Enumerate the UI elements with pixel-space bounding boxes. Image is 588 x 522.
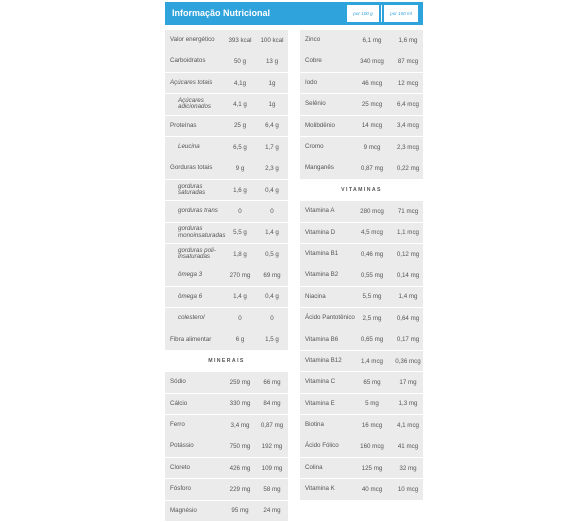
value-per-100ml: 6,4 g: [265, 122, 279, 130]
value-per-100g: 1,6 g: [233, 186, 247, 194]
nutrition-title: Informação Nutricional: [172, 8, 271, 18]
nutrient-row: [165, 94, 288, 115]
value-per-100g: 3,4 mg: [230, 421, 250, 429]
nutrient-name: Vitamina B12: [305, 356, 342, 364]
nutrient-row: [300, 351, 423, 372]
value-per-100ml: 2,3 mcg: [396, 143, 419, 151]
value-per-100ml: 0,64 mg: [396, 314, 420, 322]
per-100ml-label: por 100 ml: [384, 5, 418, 22]
nutrient-name: gorduras monoinsaturadas: [178, 225, 226, 239]
value-per-100ml: 0,14 mg: [396, 272, 420, 280]
nutrient-row: [300, 394, 423, 415]
nutrient-name: gorduras trans: [178, 207, 218, 215]
value-per-100g: 5 mg: [365, 400, 379, 408]
value-per-100ml: 66 mg: [263, 379, 281, 387]
value-per-100g: 0: [238, 207, 242, 215]
value-per-100g: 14 mcg: [361, 122, 383, 130]
value-per-100ml: 6,4 mcg: [396, 100, 419, 108]
value-per-100ml: 87 mcg: [397, 58, 419, 66]
value-per-100ml: 69 mg: [263, 272, 281, 280]
nutrient-name: Potássio: [170, 442, 194, 450]
nutrient-row: [165, 137, 288, 158]
section-heading: VITAMINAS: [300, 180, 423, 201]
value-per-100g: 125 mg: [361, 464, 383, 472]
nutrient-row: [165, 158, 288, 179]
value-per-100g: 0,65 mg: [360, 336, 384, 344]
nutrient-name: Vitamina A: [305, 207, 335, 215]
value-per-100ml: 4,1 mcg: [396, 421, 419, 429]
nutrient-name: Açúcares totais: [170, 78, 213, 86]
nutrient-name: Vitamina B1: [305, 249, 339, 257]
nutrient-row: [300, 479, 423, 500]
nutrient-row: [165, 116, 288, 137]
value-per-100g: 16 mcg: [361, 421, 383, 429]
nutrient-row: [165, 30, 288, 51]
nutrition-column-left: [165, 30, 288, 522]
nutrient-name: Ferro: [170, 421, 185, 429]
value-per-100ml: 1,1 mcg: [396, 229, 419, 237]
nutrient-name: Ácido Pantotênico: [305, 314, 355, 322]
nutrient-name: Molibdênio: [305, 121, 335, 129]
nutrient-name: Iodo: [305, 78, 318, 86]
nutrient-row: [300, 94, 423, 115]
nutrient-row: [300, 116, 423, 137]
nutrition-header: [165, 2, 423, 25]
nutrition-column-right: [300, 30, 423, 501]
nutrient-name: Ácido Fólico: [305, 442, 339, 450]
nutrient-row: [300, 415, 423, 436]
value-per-100g: 6 g: [235, 336, 245, 344]
value-per-100ml: 1g: [268, 100, 276, 108]
nutrient-row: [165, 372, 288, 393]
value-per-100ml: 10 mcg: [397, 486, 419, 493]
value-per-100ml: 0,4 g: [265, 293, 279, 301]
nutrient-name: colesterol: [178, 314, 205, 322]
value-per-100ml: 1,6 mg: [398, 36, 418, 44]
nutrient-name: Magnésio: [170, 506, 197, 514]
value-per-100g: 750 mg: [229, 443, 251, 451]
value-per-100ml: 32 mg: [399, 464, 417, 472]
value-per-100ml: 71 mcg: [397, 207, 419, 215]
nutrient-row: [300, 436, 423, 457]
value-per-100g: 6,5 g: [233, 143, 247, 151]
value-per-100g: 9 g: [235, 165, 245, 173]
value-per-100ml: 0,17 mg: [396, 336, 420, 344]
value-per-100g: 1,4 mcg: [360, 357, 383, 365]
value-per-100ml: 0,22 mg: [396, 165, 420, 173]
value-per-100g: 40 mcg: [361, 486, 383, 493]
nutrient-row: [165, 501, 288, 522]
nutrient-name: Leucina: [178, 143, 200, 150]
nutrient-row: [165, 244, 288, 265]
nutrient-row: [300, 372, 423, 393]
nutrient-row: [165, 458, 288, 479]
nutrient-row: [300, 30, 423, 51]
nutrient-name: Selênio: [305, 100, 326, 108]
value-per-100g: 0,87 mg: [360, 165, 384, 173]
value-per-100g: 280 mcg: [360, 207, 384, 215]
nutrient-name: Zinco: [305, 36, 321, 44]
nutrient-name: ômega 3: [178, 271, 203, 279]
nutrient-row: [165, 287, 288, 308]
nutrient-row: [165, 73, 288, 94]
value-per-100g: 4,1 g: [233, 100, 247, 108]
value-per-100g: 4,1g: [233, 79, 247, 87]
nutrient-row: [165, 223, 288, 244]
nutrient-name: Vitamina B6: [305, 335, 339, 343]
value-per-100g: 25 mcg: [361, 100, 383, 108]
value-per-100ml: 17 mg: [399, 379, 417, 387]
value-per-100g: 1,4 g: [233, 293, 247, 301]
nutrient-row: [165, 265, 288, 286]
nutrient-row: [165, 415, 288, 436]
nutrient-row: [300, 329, 423, 350]
nutrient-name: Biotina: [305, 421, 324, 429]
nutrient-row: [300, 287, 423, 308]
value-per-100g: 2,5 mg: [362, 314, 382, 322]
value-per-100g: 340 mcg: [360, 58, 384, 66]
value-per-100g: 270 mg: [229, 272, 251, 280]
value-per-100g: 0,46 mg: [360, 250, 384, 258]
nutrient-name: Vitamina C: [305, 378, 336, 386]
nutrient-name: Vitamina B2: [305, 271, 339, 279]
nutrient-row: [165, 329, 288, 350]
nutrient-name: Manganês: [305, 164, 334, 172]
section-heading: MINERAIS: [165, 351, 288, 372]
nutrient-name: Vitamina K: [305, 485, 335, 493]
value-per-100ml: 0: [270, 207, 274, 215]
value-per-100ml: 0,12 mg: [396, 250, 420, 258]
nutrient-name: Vitamina E: [305, 399, 335, 407]
nutrient-row: [165, 479, 288, 500]
nutrient-row: [300, 51, 423, 72]
nutrient-name: Colina: [305, 463, 323, 471]
value-per-100ml: 1,4 g: [265, 229, 279, 237]
value-per-100ml: 84 mg: [263, 400, 281, 408]
nutrient-row: [300, 244, 423, 265]
value-per-100ml: 0: [270, 314, 274, 322]
nutrient-name: Cloreto: [170, 463, 190, 471]
value-per-100g: 95 mg: [231, 507, 249, 515]
nutrient-name: Fibra alimentar: [170, 335, 212, 343]
nutrient-row: [300, 265, 423, 286]
per-100g-label: por 100 g: [347, 5, 379, 22]
value-per-100g: 160 mcg: [360, 443, 384, 451]
nutrient-row: [300, 73, 423, 94]
value-per-100ml: 109 mg: [261, 464, 283, 472]
value-per-100ml: 24 mg: [263, 507, 281, 515]
nutrient-name: Valor energético: [170, 36, 215, 44]
nutrient-name: Vitamina D: [305, 228, 336, 236]
nutrient-row: [300, 158, 423, 179]
value-per-100g: 259 mg: [229, 379, 251, 387]
value-per-100ml: 0,5 g: [265, 250, 279, 258]
value-per-100ml: 1g: [268, 79, 276, 87]
value-per-100g: 25 g: [233, 122, 247, 130]
value-per-100ml: 100 kcal: [260, 36, 284, 44]
value-per-100g: 0,55 mg: [360, 272, 384, 280]
value-per-100g: 5,5 g: [233, 229, 247, 237]
value-per-100g: 6,1 mg: [362, 36, 382, 44]
nutrient-name: Fósforo: [170, 485, 191, 493]
nutrient-name: ômega 6: [178, 292, 203, 300]
nutrient-row: [300, 308, 423, 329]
value-per-100ml: 58 mg: [263, 486, 281, 493]
value-per-100ml: 1,4 mg: [398, 293, 418, 301]
value-per-100ml: 0,4 g: [265, 186, 279, 194]
value-per-100ml: 1,3 mg: [398, 400, 418, 408]
nutrient-name: Sódio: [170, 378, 186, 386]
nutrient-row: [165, 51, 288, 72]
nutrient-name: Proteínas: [170, 121, 197, 129]
value-per-100g: 5,5 mg: [362, 293, 382, 301]
nutrient-row: [165, 180, 288, 201]
nutrient-name: Niacina: [305, 292, 326, 300]
value-per-100g: 46 mcg: [361, 79, 383, 87]
nutrient-row: [300, 137, 423, 158]
value-per-100g: 393 kcal: [228, 36, 252, 44]
value-per-100g: 426 mg: [229, 464, 251, 472]
nutrient-row: [300, 223, 423, 244]
value-per-100g: 9 mcg: [363, 143, 381, 151]
value-per-100g: 4,5 mcg: [360, 229, 383, 237]
nutrient-row: [165, 436, 288, 457]
nutrient-name: Cálcio: [170, 399, 188, 407]
value-per-100ml: 1,5 g: [265, 336, 279, 344]
value-per-100g: 229 mg: [229, 486, 251, 493]
value-per-100g: 65 mg: [363, 379, 381, 387]
nutrient-name: Carboidratos: [170, 57, 206, 65]
value-per-100ml: 1,7 g: [265, 143, 279, 151]
value-per-100g: 0: [238, 314, 242, 322]
nutrient-row: [300, 458, 423, 479]
nutrient-name: gorduras poli-insaturadas: [178, 246, 216, 261]
nutrient-row: [165, 201, 288, 222]
value-per-100ml: 0,36 mcg: [395, 357, 421, 365]
value-per-100g: 50 g: [233, 58, 247, 66]
value-per-100ml: 13 g: [265, 58, 279, 66]
value-per-100ml: 192 mg: [261, 443, 283, 451]
nutrient-name: Cromo: [305, 143, 324, 150]
value-per-100ml: 41 mcg: [397, 443, 419, 451]
nutrient-name: Cobre: [305, 57, 322, 65]
nutrient-row: [165, 394, 288, 415]
value-per-100ml: 3,4 mcg: [396, 122, 419, 130]
nutrient-row: [165, 308, 288, 329]
value-per-100ml: 12 mcg: [397, 79, 419, 87]
header-divider: [381, 5, 382, 22]
nutrient-name: Gorduras totais: [170, 164, 213, 172]
value-per-100g: 1,8 g: [233, 250, 247, 258]
nutrient-name: Açúcares adicionados: [178, 96, 212, 111]
value-per-100g: 330 mg: [229, 400, 251, 408]
nutrient-name: gorduras saturadas: [178, 182, 206, 197]
value-per-100ml: 0,87 mg: [260, 421, 284, 429]
nutrient-row: [300, 201, 423, 222]
value-per-100ml: 2,3 g: [265, 165, 279, 173]
